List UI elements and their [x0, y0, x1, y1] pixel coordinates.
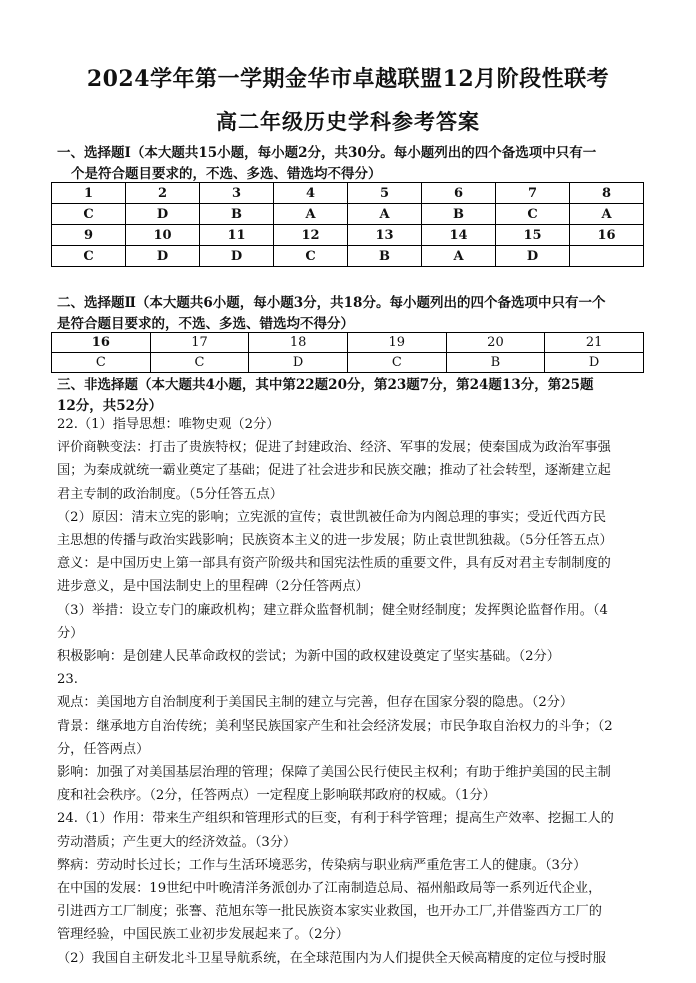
- text-line: 在中国的发展：19世纪中叶晚清洋务派创办了江南制造总局、福州船政局等一系列近代企业，: [57, 881, 602, 897]
- table-cell: C: [274, 246, 348, 267]
- table-cell: A: [274, 204, 348, 225]
- text-line: 劳动潜质；产生更大的经济效益。（3分）: [57, 834, 297, 850]
- table-cell: 8: [570, 183, 644, 204]
- choice2-answer-table: [51, 332, 644, 373]
- table-cell: 19: [347, 333, 446, 353]
- table-cell: D: [496, 246, 570, 267]
- table-cell: 5: [348, 183, 422, 204]
- table-cell: D: [545, 353, 644, 373]
- table-cell: 3: [200, 183, 274, 204]
- table-cell: D: [126, 204, 200, 225]
- table-cell: C: [347, 353, 446, 373]
- table-cell: 16: [570, 225, 644, 246]
- text-line: 引进西方工厂制度；张謇、范旭东等一批民族资本家实业救国，也开办工厂,并借鉴西方工厂的: [57, 904, 602, 920]
- text-line: 主思想的传播与政治实践影响；民族资本主义的进一步发展；防止袁世凯独裁。（5分任答五点）: [57, 533, 613, 549]
- table-cell: 2: [126, 183, 200, 204]
- table-cell: 14: [422, 225, 496, 246]
- table-cell: 6: [422, 183, 496, 204]
- table-cell: 12: [274, 225, 348, 246]
- answer-body: [57, 413, 642, 970]
- table-cell: B: [446, 353, 545, 373]
- table-cell: 11: [200, 225, 274, 246]
- text-line: 度和社会秩序。（2分，任答两点）一定程度上影响联邦政府的权威。（1分）: [57, 788, 496, 804]
- table-cell: C: [52, 204, 126, 225]
- table-cell: B: [348, 246, 422, 267]
- table-cell: 18: [249, 333, 348, 353]
- text-line: 弊病：劳动时长过长；工作与生活环境恶劣，传染病与职业病严重危害工人的健康。（3分）: [57, 857, 587, 873]
- section3-heading-line2: 12分，共52分）: [57, 398, 163, 414]
- table-cell: C: [52, 246, 126, 267]
- section1-heading: [57, 143, 642, 185]
- table-cell: 1: [52, 183, 126, 204]
- text-line: （2）原因：清末立宪的影响；立宪派的宣传；袁世凯被任命为内阁总理的事实；受近代西方民: [57, 509, 607, 525]
- section2-heading-line1: 二、选择题Ⅱ（本大题共6小题，每小题3分，共18分。每小题列出的四个备选项中只有一个: [57, 295, 606, 311]
- text-line: 24.（1）作用：带来生产组织和管理形式的巨变，有利于科学管理；提高生产效率、挖掘工人的: [57, 811, 614, 827]
- table-row: [52, 333, 644, 353]
- table-cell: 17: [150, 333, 249, 353]
- table-cell: D: [126, 246, 200, 267]
- text-line: 积极影响：是创建人民革命政权的尝试；为新中国的政权建设奠定了坚实基础。（2分）: [57, 649, 560, 665]
- table-cell: 21: [545, 333, 644, 353]
- text-line: 23.: [57, 672, 78, 688]
- text-line: 影响：加强了对美国基层治理的管理；保障了美国公民行使民主权利；有助于维护美国的民主制: [57, 765, 611, 781]
- table-row: [52, 183, 644, 204]
- table-cell: 15: [496, 225, 570, 246]
- text-line: 进步意义，是中国法制史上的里程碑（2分任答两点）: [57, 579, 369, 595]
- table-cell: 7: [496, 183, 570, 204]
- table-cell: C: [496, 204, 570, 225]
- section1-heading-line2: 个是符合题目要求的，不选、多选、错选均不得分）: [71, 166, 382, 182]
- table-cell: 16: [52, 333, 151, 353]
- text-line: 观点：美国地方自治制度利于美国民主制的建立与完善，但存在国家分裂的隐患。（2分）: [57, 695, 574, 711]
- table-row: [52, 353, 644, 373]
- choice1-answer-table: [51, 182, 644, 267]
- text-line: 22.（1）指导思想：唯物史观（2分）: [57, 417, 280, 432]
- table-row: [52, 246, 644, 267]
- table-cell: 9: [52, 225, 126, 246]
- text-line: （3）举措：设立专门的廉政机构；建立群众监督机制；健全财经制度；发挥舆论监督作用。（4: [57, 602, 608, 618]
- section2-heading: [57, 293, 642, 335]
- table-cell: [570, 246, 644, 267]
- text-line: 评价商鞅变法：打击了贵族特权；促进了封建政治、经济、军事的发展；使秦国成为政治军事强: [57, 440, 611, 456]
- table-cell: D: [200, 246, 274, 267]
- table-cell: A: [422, 246, 496, 267]
- table-cell: 13: [348, 225, 422, 246]
- table-cell: B: [200, 204, 274, 225]
- table-cell: 20: [446, 333, 545, 353]
- text-line: 背景：继承地方自治传统；美利坚民族国家产生和社会经济发展；市民争取自治权力的斗争；（2: [57, 718, 613, 734]
- text-line: 意义：是中国历史上第一部具有资产阶级共和国宪法性质的重要文件，具有反对君主专制制度的: [57, 556, 611, 572]
- table-cell: 10: [126, 225, 200, 246]
- section3-heading: [57, 375, 642, 417]
- text-line: 分，任答两点）: [57, 741, 150, 757]
- table-cell: D: [249, 353, 348, 373]
- table-cell: C: [52, 353, 151, 373]
- section1-heading-line1: 一、选择题Ⅰ（本大题共15小题，每小题2分，共30分。每小题列出的四个备选项中只有一: [57, 145, 597, 161]
- table-cell: B: [422, 204, 496, 225]
- text-line: 管理经验，中国民族工业初步发展起来了。（2分）: [57, 927, 349, 943]
- table-row: [52, 225, 644, 246]
- table-cell: A: [348, 204, 422, 225]
- text-line: 君主专制的政治制度。（5分任答五点）: [57, 486, 283, 502]
- table-cell: A: [570, 204, 644, 225]
- table-cell: 4: [274, 183, 348, 204]
- section2-heading-line2: 是符合题目要求的，不选、多选、错选均不得分）: [57, 316, 354, 332]
- table-cell: C: [150, 353, 249, 373]
- section3-heading-line1: 三、非选择题（本大题共4小题，其中第22题20分，第23题7分，第24题13分，第25题: [57, 377, 594, 393]
- text-line: 国；为秦成就统一霸业奠定了基础；促进了社会进步和民族交融；推动了社会转型，逐渐建立起: [57, 463, 611, 479]
- answer-title: 高二年级历史学科参考答案: [216, 109, 480, 134]
- text-line: （2）我国自主研发北斗卫星导航系统，在全球范围内为人们提供全天候高精度的定位与授时服: [57, 950, 607, 966]
- table-row: [52, 204, 644, 225]
- text-line: 分）: [57, 625, 84, 641]
- exam-title: 2024学年第一学期金华市卓越联盟12月阶段性联考: [86, 66, 610, 92]
